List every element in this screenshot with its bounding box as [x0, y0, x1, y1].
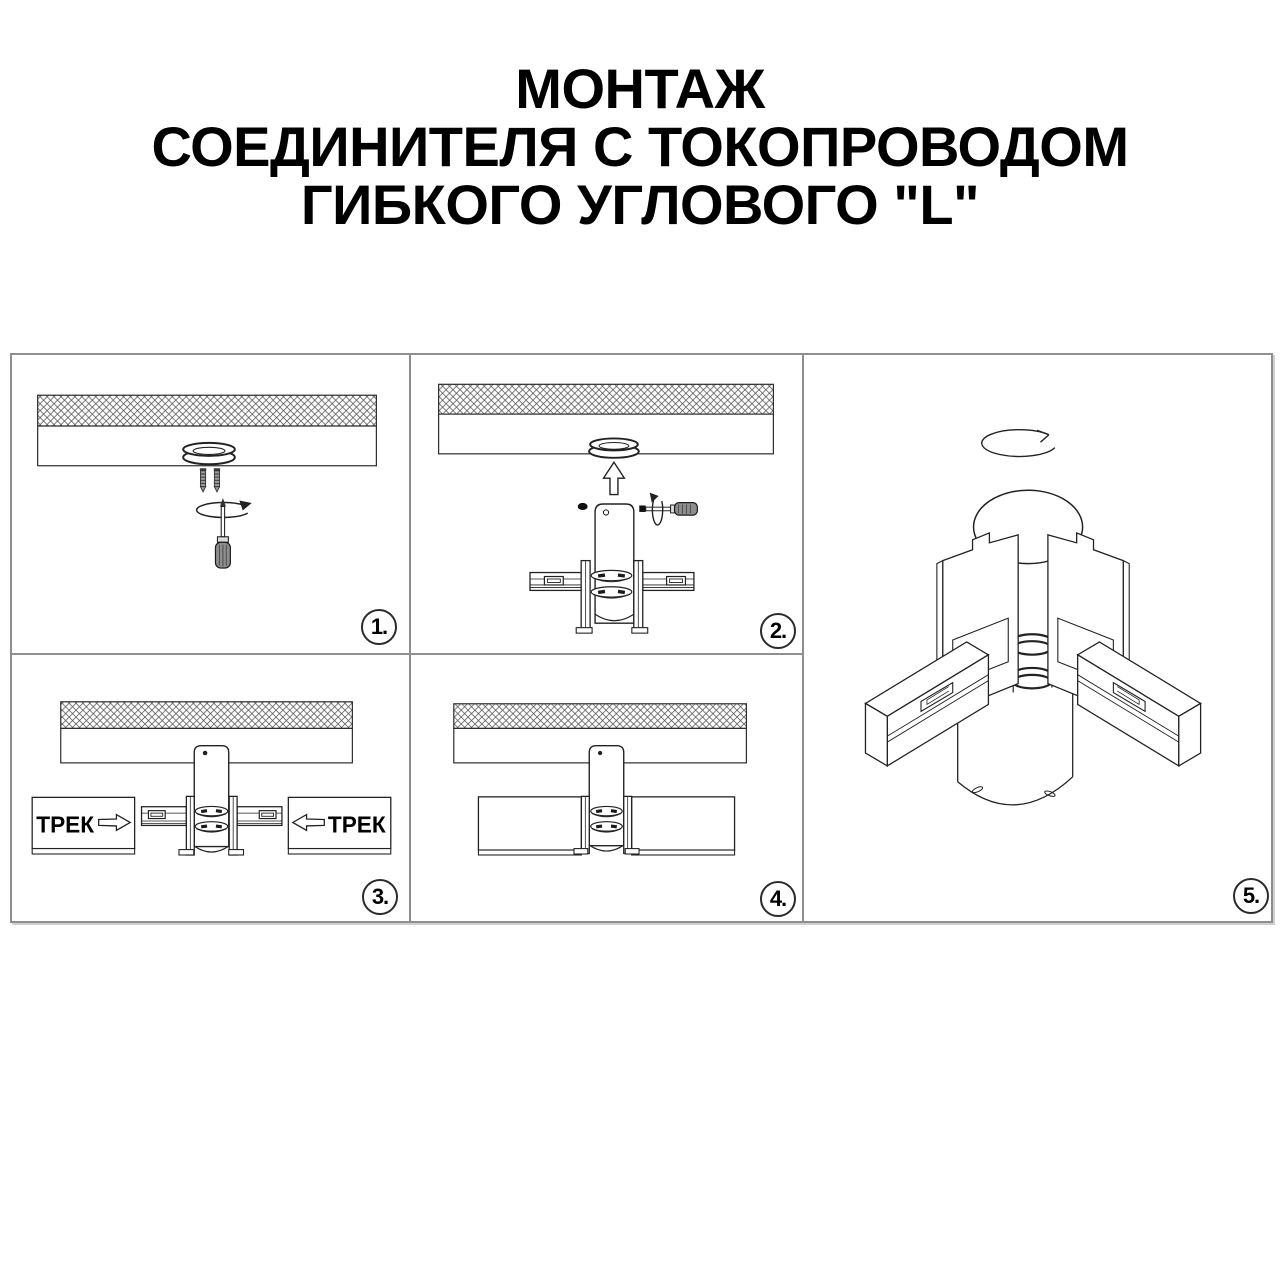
title-line-1: МОНТАЖ	[515, 57, 765, 120]
step-3-number: 3.	[371, 884, 389, 909]
mounting-plate-icon	[589, 438, 639, 457]
track-label-box-right	[288, 797, 390, 854]
contact-ring-icon	[591, 806, 623, 816]
step-1-number: 1.	[370, 614, 388, 639]
step-1-illustration	[12, 355, 409, 653]
step-5-badge	[1233, 878, 1269, 914]
step-2-illustration	[411, 355, 802, 653]
page-title	[0, 57, 1280, 236]
step-3-badge	[362, 879, 398, 915]
step-2-badge	[760, 613, 796, 649]
up-arrow-icon	[604, 462, 625, 494]
contact-ring-icon	[195, 806, 228, 816]
step-5-illustration	[804, 355, 1271, 921]
step-4-badge	[760, 881, 796, 917]
contact-ring-icon	[195, 822, 228, 832]
step-5-panel	[804, 355, 1271, 921]
screwdriver-icon	[639, 503, 697, 516]
step-1-badge	[361, 609, 397, 645]
mounting-plate-icon	[183, 443, 235, 464]
connector-3d-icon	[865, 490, 1200, 805]
track-label-box-left	[32, 797, 134, 854]
rotation-arrow-icon	[982, 430, 1055, 457]
track-label-right: ТРЕК	[327, 811, 386, 838]
screw-icon	[200, 468, 206, 492]
set-screw-icon	[578, 503, 588, 510]
step-1-panel	[12, 355, 409, 653]
step-5-number: 5.	[1242, 883, 1260, 908]
step-2-number: 2.	[769, 618, 787, 643]
contact-ring-icon	[591, 822, 623, 832]
step-3-illustration	[12, 655, 409, 921]
step-4-illustration	[411, 655, 802, 921]
connector-body-icon	[595, 504, 634, 623]
step-2-panel	[411, 355, 802, 653]
title-line-2: СОЕДИНИТЕЛЯ С ТОКОПРОВОДОМ	[151, 115, 1129, 178]
title-line-3: ГИБКОГО УГЛОВОГО "L"	[300, 173, 980, 236]
track-arm-right-icon	[1078, 642, 1201, 766]
screwdriver-icon	[215, 498, 230, 568]
track-label-left: ТРЕК	[36, 811, 95, 838]
step-4-number: 4.	[769, 886, 787, 911]
step-3-panel	[12, 655, 409, 921]
instruction-diagram-grid	[10, 353, 1273, 923]
step-4-panel	[411, 655, 802, 921]
screw-icon	[214, 468, 220, 492]
